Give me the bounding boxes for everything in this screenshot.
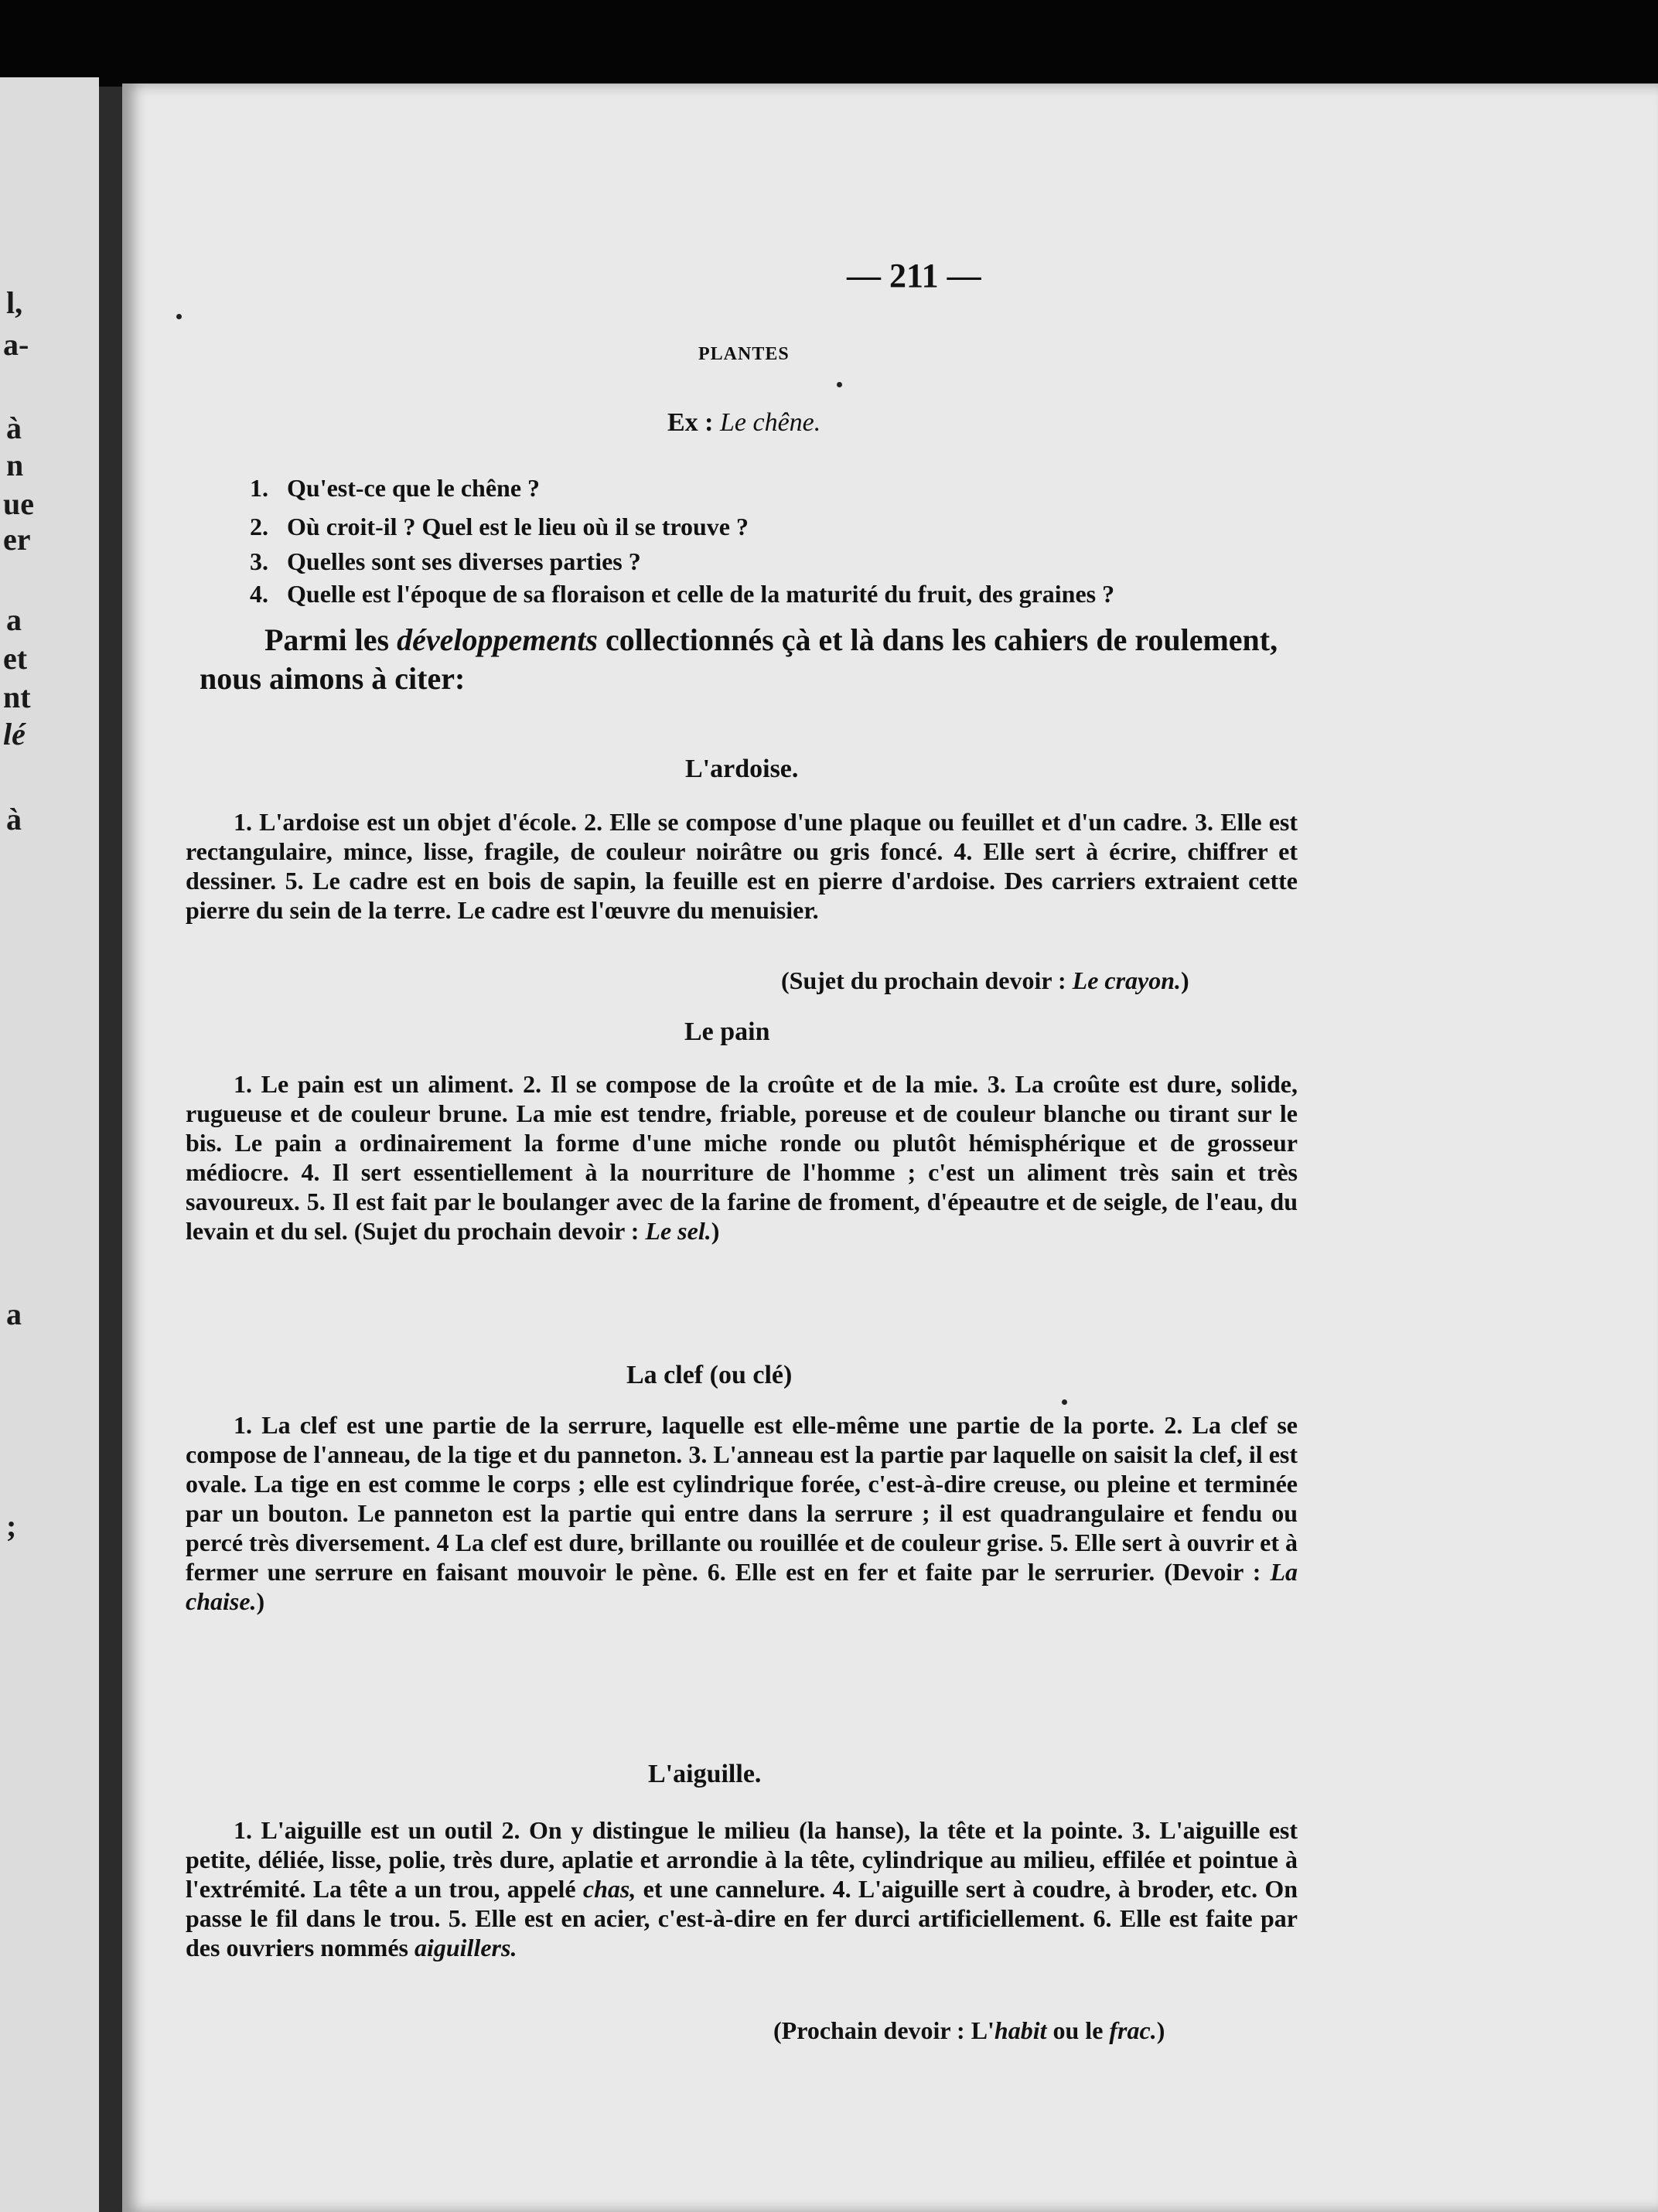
left-page-fragment: lé <box>3 717 26 752</box>
left-page-fragment: a <box>6 602 22 637</box>
note-emphasis: habit <box>994 2016 1047 2044</box>
note-text: (Sujet du prochain devoir : <box>781 966 1073 994</box>
question-number: 3. <box>250 547 268 575</box>
intro-paragraph <box>200 621 1313 698</box>
article-body-text: 1. L'aiguille est un outil 2. On y distingue le milieu (la hanse), la tête et la pointe. 3. L'aiguille est petite, déliée, lisse, polie, très dure, aplatie et arrondie à la tête, cylindrique au milieu, effilée et pointue à l'extrémité. La tête a un trou, appelé <box>186 1816 1298 1903</box>
left-page-edge <box>0 77 99 2212</box>
article-body <box>186 1410 1298 1616</box>
article-body-text: 1. L'ardoise est un objet d'école. 2. Elle se compose d'une plaque ou feuillet et d'un cadre. 3. Elle est rectangulaire, mince, lisse, fragile, de couleur noirâtre ou gris foncé. 4. Elle sert à écrire, chiffrer et dessiner. 5. Le cadre est en bois de sapin, la feuille est en pierre d'ardoise. Des carriers extraient cette pierre du sein de la terre. Le cadre est l'œuvre du menuisier. <box>186 808 1298 924</box>
note-text-end: ) <box>1156 2016 1165 2044</box>
left-page-fragment: ue <box>3 486 34 521</box>
question-text: Quelle est l'époque de sa floraison et celle de la maturité du fruit, des graines ? <box>287 580 1115 608</box>
example-label: Ex : <box>667 408 714 437</box>
article-title: Le pain <box>684 1017 770 1046</box>
article-body-emphasis: chas, <box>582 1875 636 1903</box>
section-title: PLANTES <box>698 344 790 364</box>
article-note <box>781 966 1189 995</box>
example-subject: Le chêne. <box>720 408 821 437</box>
article-body-emphasis: La chaise. <box>186 1558 1298 1615</box>
note-text-end: ) <box>1181 966 1189 994</box>
example-line <box>667 408 820 438</box>
question-number: 1. <box>250 474 268 502</box>
note-text: (Prochain devoir : L' <box>773 2016 994 2044</box>
left-page-fragment: n <box>6 448 24 482</box>
article-body-emphasis: Le sel. <box>645 1217 711 1245</box>
book-page <box>122 84 1658 2212</box>
speck <box>176 314 182 319</box>
article-note <box>773 2016 1165 2045</box>
article-title: La clef (ou clé) <box>626 1361 793 1389</box>
article-body <box>186 1815 1298 1962</box>
article-title: L'aiguille. <box>648 1760 762 1788</box>
left-page-fragment: a- <box>3 327 29 362</box>
left-page-fragment: a <box>6 1297 22 1331</box>
speck <box>837 382 842 387</box>
article-body <box>186 807 1298 925</box>
left-page-fragment: nt <box>3 680 31 714</box>
question-number: 2. <box>250 513 268 540</box>
note-emphasis: frac. <box>1109 2016 1157 2044</box>
left-page-fragment: ; <box>6 1508 17 1543</box>
speck <box>1062 1399 1067 1405</box>
article-body-text: 1. La clef est une partie de la serrure, laquelle est elle-même une partie de la porte. 2. La clef se compose de l'anneau, de la tige et du panneton. 3. L'anneau est la partie par laquelle on saisit la clef, il est ovale. La tige en est comme le corps ; elle est cylindrique forée, c'est-à-dire creuse, ou pleine et terminée par un bouton. Le panneton est la partie qui entre dans la serrure ; il est quadrangulaire et fendu ou percé très diversement. 4 La clef est dure, brillante ou rouillée et de couleur grise. 5. Elle sert à ouvrir et à fermer une serrure en faisant mouvoir le pène. 6. Elle est en fer et faite par le serrurier. (Devoir : <box>186 1411 1298 1586</box>
left-page-fragment: l, <box>6 285 23 320</box>
page-number: — 211 — <box>847 257 981 295</box>
note-emphasis: Le crayon. <box>1072 966 1182 994</box>
question-text: Qu'est-ce que le chêne ? <box>287 474 541 502</box>
question-item <box>250 547 641 576</box>
question-number: 4. <box>250 580 268 608</box>
article-body-end: ) <box>711 1217 720 1245</box>
article-title: L'ardoise. <box>685 755 799 783</box>
question-item <box>250 580 1114 608</box>
left-page-fragment: et <box>3 641 28 676</box>
intro-emphasis: développements <box>397 622 598 657</box>
article-body-emphasis: aiguillers. <box>414 1934 517 1961</box>
article-body <box>186 1069 1298 1246</box>
left-page-fragment: à <box>6 802 22 837</box>
question-item <box>250 513 749 541</box>
note-text: ou le <box>1046 2016 1110 2044</box>
question-text: Quelles sont ses diverses parties ? <box>287 547 641 575</box>
intro-text-start: Parmi les <box>264 622 397 657</box>
left-page-fragment: er <box>3 522 31 557</box>
article-body-text: 1. Le pain est un aliment. 2. Il se compose de la croûte et de la mie. 3. La croûte est dure, solide, rugueuse et de couleur brune. La mie est tendre, friable, poreuse et de couleur blanche ou tirant sur le bis. Le pain a ordinairement la forme d'une miche ronde ou plutôt hémisphérique et de grosseur médiocre. 4. Il sert essentiellement à la nourriture de l'homme ; c'est un aliment très sain et très savoureux. 5. Il est fait par le boulanger avec de la farine de froment, d'épeautre et de seigle, de l'eau, du levain et du sel. (Sujet du prochain devoir : <box>186 1070 1298 1245</box>
intro-text-end: collectionnés çà et là dans les cahiers de roulement, nous aimons à citer: <box>200 622 1278 696</box>
question-text: Où croit-il ? Quel est le lieu où il se trouve ? <box>287 513 749 540</box>
article-body-end: ) <box>256 1587 265 1615</box>
article-body-text: et une cannelure. 4. L'aiguille sert à coudre, à broder, etc. On passe le fil dans le trou. 5. Elle est en acier, c'est-à-dire en fer durci artificiellement. 6. Elle est faite par des ouvriers nommés <box>186 1875 1298 1961</box>
question-item <box>250 474 540 503</box>
left-page-fragment: à <box>6 411 22 445</box>
